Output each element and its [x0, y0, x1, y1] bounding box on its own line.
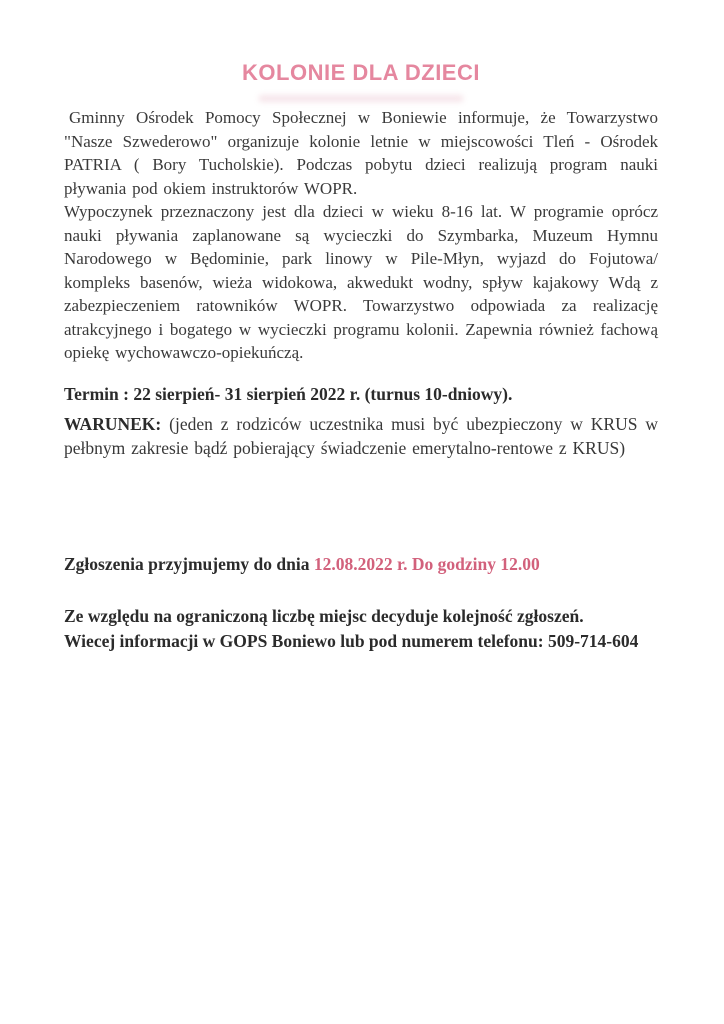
note-limited-places: Ze względu na ograniczoną liczbę miejsc decyduje kolejność zgłoszeń.: [64, 605, 584, 626]
title-scan-ghost: [259, 95, 464, 102]
term-line: Termin : 22 sierpień- 31 sierpień 2022 r. (turnus 10-dniowy).: [64, 383, 513, 404]
document-content: [64, 60, 658, 654]
deadline-label: Zgłoszenia przyjmujemy do dnia: [64, 554, 310, 574]
program-paragraph: Wypoczynek przeznaczony jest dla dzieci w wieku 8-16 lat. W programie oprócz nauki pływania zaplanowane są wycieczki do Szymbarka, Muzeum Hymnu Narodowego w Będominie, park linowy w Pile-Młyn, wyjazd do Fojutowa/ kompleks basenów, wieża widokowa, akwedukt wodny, spływ kajakowy Wdą z zabezpieczeniem ratowników WOPR. Towarzystwo odpowiada za realizację atrakcyjnego i bogatego w wycieczki programu kolonii. Zapewnia również fachową opiekę wychowawczo-opiekuńczą.: [64, 202, 658, 362]
deadline-date: 12.08.2022 r. Do godziny 12.00: [313, 554, 540, 574]
footer-notes: [64, 604, 658, 654]
condition-label: WARUNEK:: [64, 414, 162, 434]
condition-paragraph: [64, 413, 658, 460]
intro-paragraph: Gminny Ośrodek Pomocy Społecznej w Boniewie informuje, że Towarzystwo "Nasze Szwederowo" organizuje kolonie letnie w miejscowości Tleń - Ośrodek PATRIA ( Bory Tucholskie). Podczas pobytu dzieci realizują program nauki pływania pod okiem instruktorów WOPR.: [64, 108, 658, 198]
condition-text: (jeden z rodziców uczestnika musi być ubezpieczony w KRUS w pełbnym zakresie bądź pobierający świadczenie emerytalno-rentowe z KRUS): [64, 414, 658, 458]
note-contact-info: Wiecej informacji w GOPS Boniewo lub pod numerem telefonu: 509-714-604: [64, 630, 639, 651]
page-title: KOLONIE DLA DZIECI: [242, 60, 480, 85]
deadline-line: [64, 553, 658, 577]
